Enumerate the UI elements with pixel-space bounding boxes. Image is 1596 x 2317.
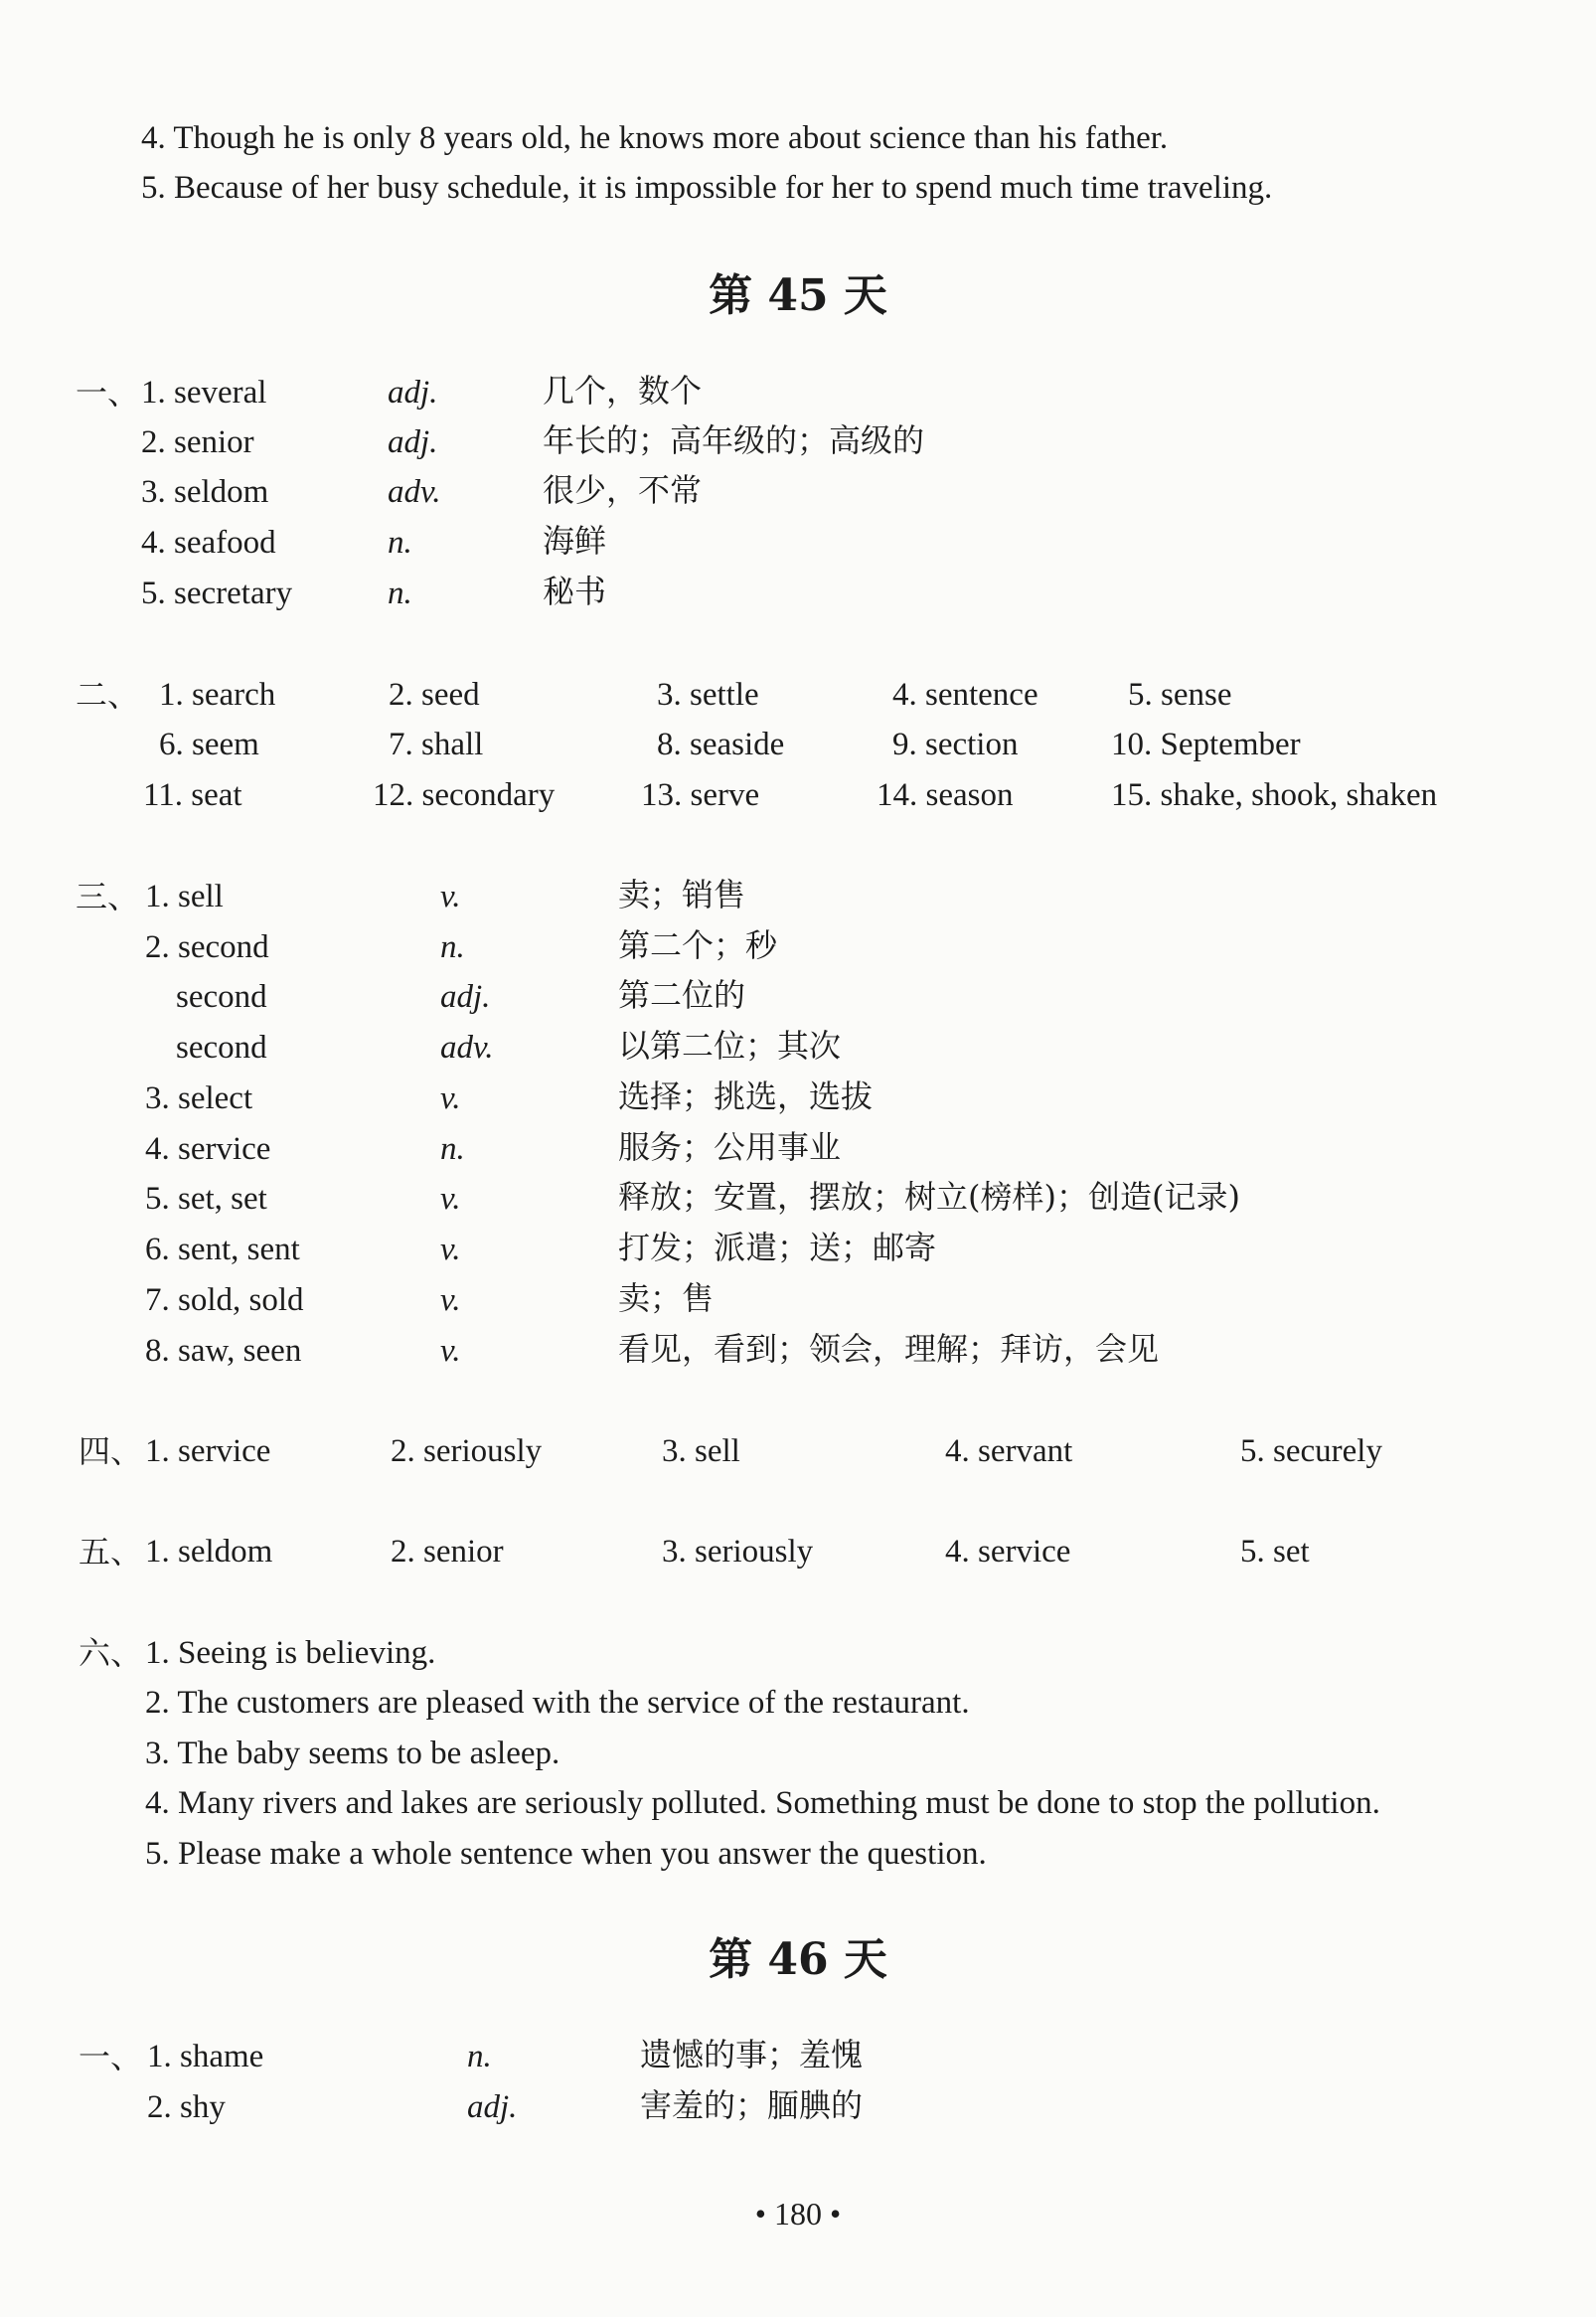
- s3-pos: v.: [440, 1232, 461, 1267]
- s2-item: 8. seaside: [657, 727, 785, 762]
- s3-pos: v.: [440, 1282, 461, 1318]
- s1-pos: n.: [388, 525, 412, 561]
- s2-item: 9. section: [892, 727, 1019, 762]
- s1-pos: adj.: [388, 424, 438, 460]
- d46-word: 1. shame: [147, 2039, 264, 2074]
- day45-s4-marker: 四、: [79, 1432, 143, 1470]
- s3-meaning: 第二位的: [618, 976, 746, 1014]
- s1-meaning: 年长的；高年级的；高级的: [543, 421, 925, 459]
- day45-s6-marker: 六、: [79, 1634, 143, 1672]
- s3-word: second: [176, 979, 267, 1015]
- s6-item: 4. Many rivers and lakes are seriously polluted. Something must be done to stop the pollution.: [145, 1785, 1380, 1821]
- s3-meaning: 服务；公用事业: [618, 1128, 842, 1166]
- s4-item: 4. servant: [945, 1433, 1073, 1469]
- d46-pos: adj.: [467, 2089, 518, 2125]
- top-item-5: 5. Because of her busy schedule, it is impossible for her to spend much time traveling.: [141, 170, 1273, 206]
- s3-pos: v.: [440, 1181, 461, 1217]
- s2-item: 6. seem: [159, 727, 259, 762]
- s1-pos: n.: [388, 576, 412, 611]
- s3-pos: n.: [440, 929, 465, 965]
- s3-pos: v.: [440, 1080, 461, 1116]
- s1-word: 5. secretary: [141, 576, 293, 611]
- s3-pos: adj.: [440, 979, 491, 1015]
- s3-pos: v.: [440, 879, 461, 914]
- s2-item: 5. sense: [1128, 677, 1232, 713]
- s3-word: 2. second: [145, 929, 269, 965]
- s3-word: 7. sold, sold: [145, 1282, 304, 1318]
- page-number: • 180 •: [754, 2196, 842, 2232]
- d46-meaning: 遗憾的事；羞愧: [640, 2036, 864, 2073]
- day46-s1-marker: 一、: [79, 2038, 143, 2075]
- s2-item: 10. September: [1111, 727, 1301, 762]
- s3-word: 8. saw, seen: [145, 1333, 302, 1369]
- s3-meaning: 以第二位；其次: [618, 1027, 842, 1065]
- s1-meaning: 秘书: [543, 573, 607, 610]
- s1-word: 4. seafood: [141, 525, 276, 561]
- s6-item: 2. The customers are pleased with the service of the restaurant.: [145, 1685, 970, 1721]
- s2-item: 1. search: [159, 677, 276, 713]
- s3-word: 1. sell: [145, 879, 224, 914]
- s1-pos: adv.: [388, 474, 441, 510]
- d46-word: 2. shy: [147, 2089, 226, 2125]
- s1-word: 3. seldom: [141, 474, 269, 510]
- s1-meaning: 海鲜: [543, 522, 607, 560]
- top-item-4: 4. Though he is only 8 years old, he knows more about science than his father.: [141, 120, 1169, 156]
- day45-s1-marker: 一、: [76, 374, 140, 412]
- day45-s2-marker: 二、: [76, 676, 140, 714]
- s3-word: second: [176, 1030, 267, 1066]
- s5-item: 3. seriously: [662, 1534, 814, 1570]
- s3-meaning: 看见，看到；领会，理解；拜访，会见: [618, 1330, 1160, 1368]
- s1-word: 2. senior: [141, 424, 254, 460]
- s4-item: 1. service: [145, 1433, 271, 1469]
- s6-item: 1. Seeing is believing.: [145, 1635, 436, 1671]
- day46-title: 第 46 天: [709, 1934, 887, 1985]
- s4-item: 2. seriously: [391, 1433, 543, 1469]
- day45-s5-marker: 五、: [79, 1533, 143, 1571]
- d46-meaning: 害羞的；腼腆的: [640, 2086, 864, 2124]
- s3-word: 3. select: [145, 1080, 253, 1116]
- s3-word: 5. set, set: [145, 1181, 267, 1217]
- s2-item: 4. sentence: [892, 677, 1038, 713]
- s2-item: 13. serve: [641, 777, 760, 813]
- s3-meaning: 第二个；秒: [618, 926, 778, 964]
- s4-item: 3. sell: [662, 1433, 740, 1469]
- s5-item: 5. set: [1240, 1534, 1310, 1570]
- s1-word: 1. several: [141, 375, 267, 411]
- s2-item: 12. secondary: [373, 777, 556, 813]
- s2-item: 11. seat: [143, 777, 242, 813]
- s5-item: 4. service: [945, 1534, 1071, 1570]
- s3-meaning: 卖；销售: [618, 876, 746, 913]
- day45-s3-marker: 三、: [76, 878, 140, 915]
- s1-pos: adj.: [388, 375, 438, 411]
- s2-item: 15. shake, shook, shaken: [1111, 777, 1438, 813]
- d46-pos: n.: [467, 2039, 492, 2074]
- s5-item: 1. seldom: [145, 1534, 273, 1570]
- s2-item: 14. season: [877, 777, 1014, 813]
- s3-meaning: 打发；派遣；送；邮寄: [618, 1229, 937, 1266]
- s2-item: 3. settle: [657, 677, 759, 713]
- s6-item: 3. The baby seems to be asleep.: [145, 1736, 560, 1771]
- s3-meaning: 卖；售: [618, 1279, 715, 1317]
- s3-meaning: 释放；安置，摆放；树立(榜样)；创造(记录): [618, 1178, 1240, 1216]
- s3-pos: v.: [440, 1333, 461, 1369]
- day45-title: 第 45 天: [709, 270, 887, 321]
- s3-pos: adv.: [440, 1030, 494, 1066]
- s3-meaning: 选择；挑选，选拔: [618, 1077, 874, 1115]
- s2-item: 7. shall: [389, 727, 484, 762]
- s3-word: 6. sent, sent: [145, 1232, 300, 1267]
- s4-item: 5. securely: [1240, 1433, 1382, 1469]
- s3-pos: n.: [440, 1131, 465, 1167]
- s1-meaning: 很少，不常: [543, 471, 703, 509]
- s3-word: 4. service: [145, 1131, 271, 1167]
- s2-item: 2. seed: [389, 677, 480, 713]
- s1-meaning: 几个，数个: [543, 372, 703, 410]
- s5-item: 2. senior: [391, 1534, 504, 1570]
- s6-item: 5. Please make a whole sentence when you answer the question.: [145, 1836, 987, 1872]
